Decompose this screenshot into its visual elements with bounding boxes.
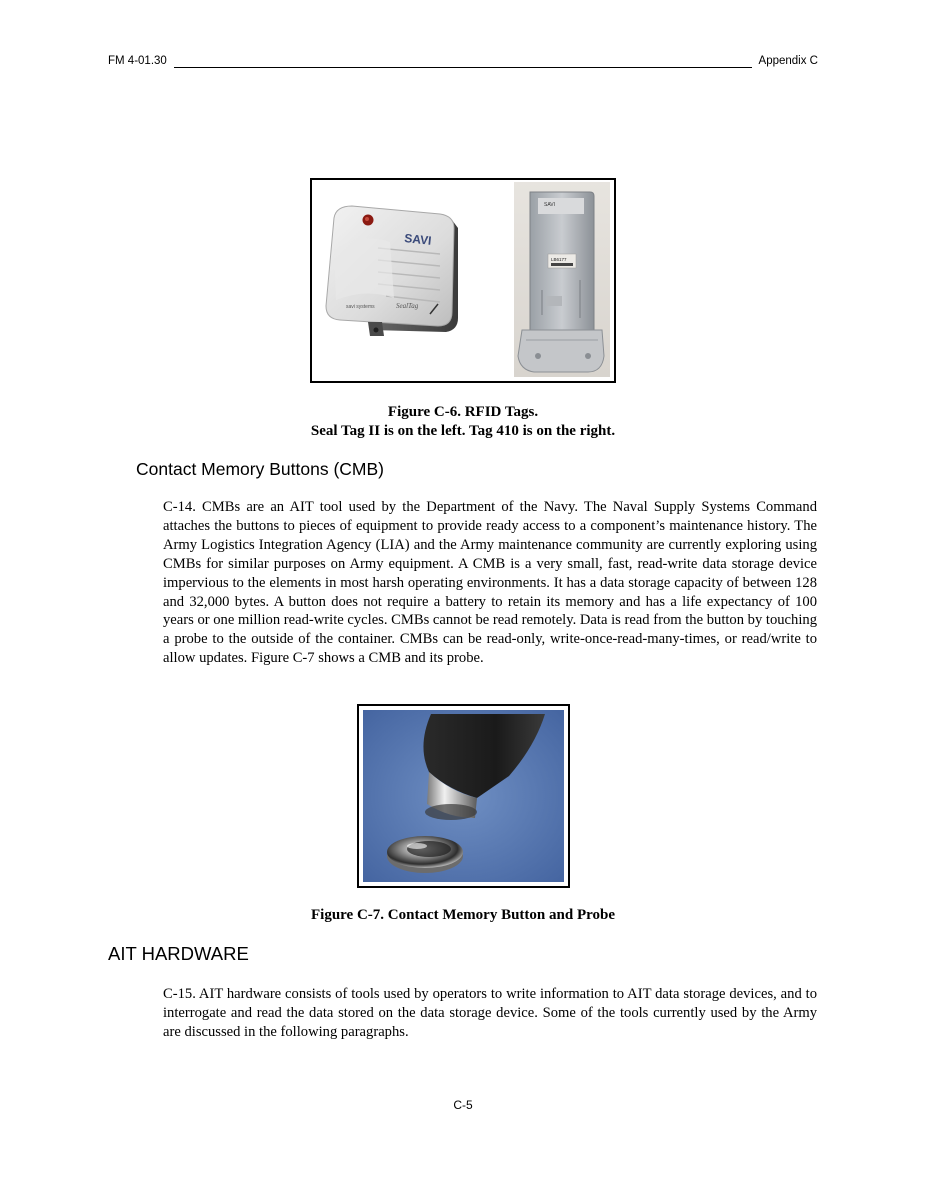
svg-text:SealTag: SealTag — [396, 302, 419, 310]
paragraph-c15: C-15. AIT hardware consists of tools used by operators to write information to AIT data storage devices, and to interrogate and read the data stored on the data storage device. Some of the tools currently used by the Army are discussed in the following paragraphs. — [163, 986, 817, 1040]
figure-c7-caption: Figure C-7. Contact Memory Button and Probe — [311, 907, 615, 923]
figure-c6-image — [310, 178, 616, 383]
svg-text:savi systems: savi systems — [346, 304, 375, 310]
paragraph-c14: C-14. CMBs are an AIT tool used by the Department of the Navy. The Naval Supply Systems Command attaches the buttons to pieces of equipment to provide ready access to a component’s maintenance history. The Army Logistics Integration Agency (LIA) and the Army maintenance community are currently exploring using CMBs for similar purposes on Army equipment. A CMB is a very small, fast, read-write data storage device impervious to the elements in most harsh operating environments. It has a data storage capacity of between 128 and 32,000 bytes. A button does not require a battery to retain its memory and has a life expectancy of 100 years or one million read-write cycles. CMBs cannot be read remotely. Data is read from the button by touching a probe to the outside of the container. CMBs can be read-only, write-once-read-many-times, or read/write to allow updates. Figure C-7 shows a CMB and its probe. — [163, 499, 817, 667]
seal-tag-device — [326, 206, 458, 336]
page-header — [108, 55, 818, 71]
header-appendix: Appendix C — [758, 55, 818, 67]
section-heading-ait-hardware: AIT HARDWARE — [108, 943, 249, 964]
figure-c7-image — [357, 704, 570, 888]
figure-c6-caption-line2: Seal Tag II is on the left. Tag 410 is on the right. — [310, 423, 616, 439]
svg-text:LB6177: LB6177 — [551, 257, 567, 262]
svg-text:SAVI: SAVI — [403, 231, 433, 248]
tag-410-device — [514, 182, 610, 377]
figure-c6-caption — [108, 403, 818, 441]
header-manual-id: FM 4-01.30 — [108, 55, 167, 67]
section-heading-cmb: Contact Memory Buttons (CMB) — [136, 459, 384, 479]
figure-c6-caption-line1: Figure C-6. RFID Tags. — [387, 404, 539, 420]
page-number: C-5 — [453, 1098, 473, 1112]
svg-text:SAVI: SAVI — [544, 202, 556, 208]
header-rule — [174, 67, 752, 68]
